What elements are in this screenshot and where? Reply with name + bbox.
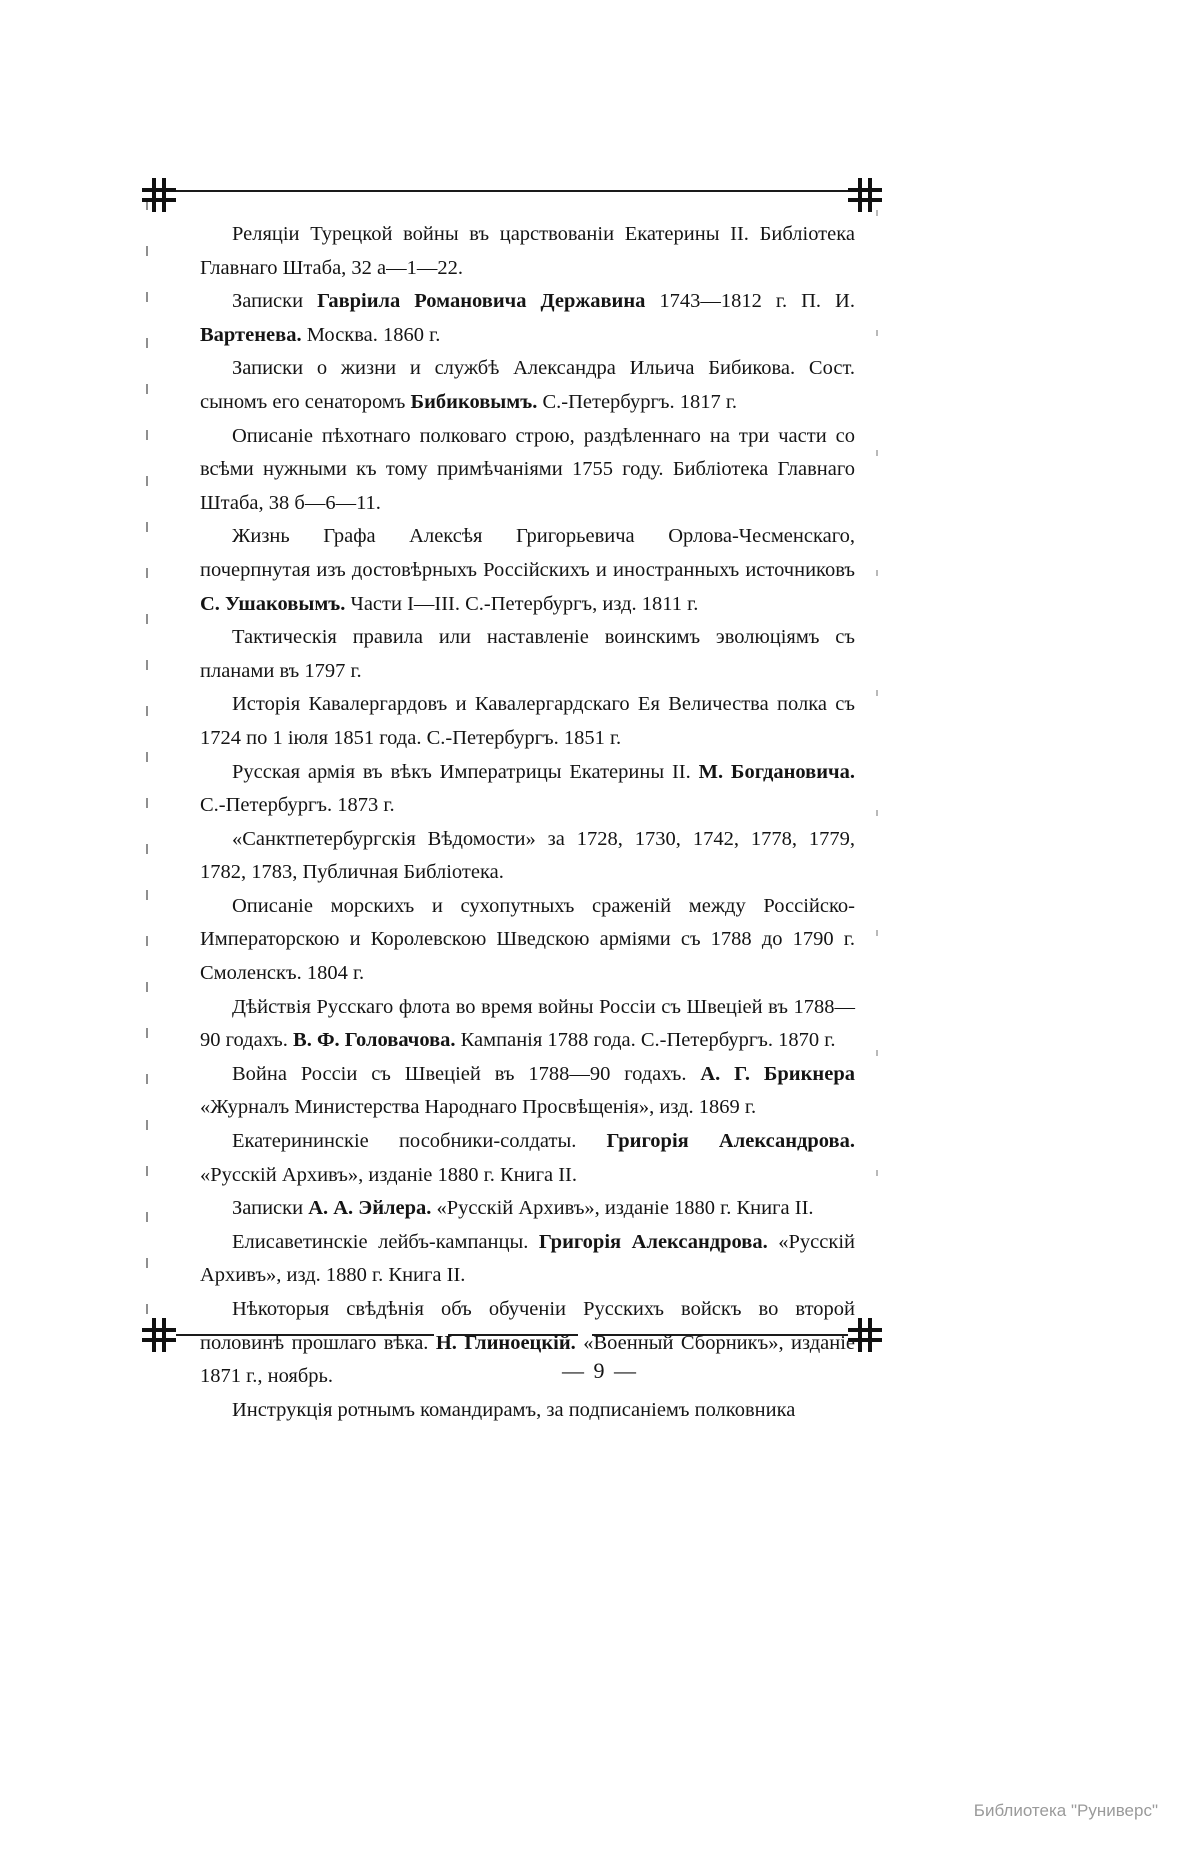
paragraph (200, 621, 855, 688)
ornament-corner-top-left-icon (142, 178, 176, 212)
text-run-bold: Григорія Александрова. (606, 1130, 855, 1153)
paragraph (200, 285, 855, 352)
paragraph (200, 1192, 855, 1226)
text-run: 1743—1812 г. П. И. (645, 290, 855, 313)
text-run-bold: Н. Глиноецкій. (435, 1331, 576, 1354)
text-run: «Русскій Архивъ», изд. 1880 г. Книга II. (200, 1230, 855, 1287)
text-run: «Русскій Архивъ», изданіе 1880 г. Книга II. (431, 1197, 814, 1220)
text-run: Реляціи Турецкой войны въ царствованіи Екатерины II. Библіотека Главнаго Штаба, 32 а—1—22. (200, 223, 855, 279)
text-run: Части I—III. С.-Петербургъ, изд. 1811 г. (345, 592, 699, 615)
library-watermark: Библиотека "Руниверс" (973, 1801, 1158, 1820)
text-run: Кампанія 1788 года. С.-Петербургъ. 1870 г. (455, 1029, 836, 1052)
ornament-corner-top-right-icon (848, 178, 882, 212)
text-run: Война Россіи съ Швеціей въ 1788—90 годахъ. (232, 1062, 701, 1085)
text-run-bold: В. Ф. Головачова. (293, 1029, 456, 1052)
text-run: Дѣйствія Русскаго флота во время войны Россіи съ Швеціей въ 1788—90 годахъ. (200, 995, 855, 1052)
paragraph (200, 890, 855, 991)
paragraph (200, 1226, 855, 1293)
frame-rule-top (176, 190, 848, 192)
text-run: Нѣкоторыя свѣдѣнія объ обученіи Русскихъ войскъ во второй половинѣ прошлаго вѣка. (200, 1298, 855, 1354)
text-run: «Санктпетербургскія Вѣдомости» за 1728, 1730, 1742, 1778, 1779, 1782, 1783, Публичная Библіотека. (200, 827, 855, 884)
text-run: Записки о жизни и службѣ Александра Ильича Бибикова. Сост. сыномъ его сенаторомъ (200, 357, 855, 413)
text-run: Елисаветинскіе лейбъ-кампанцы. (232, 1230, 539, 1253)
text-run-bold: Бибиковымъ. (410, 390, 538, 413)
text-run: Екатерининскіе пособники-солдаты. (232, 1130, 607, 1153)
text-run: Тактическія правила или наставленіе воинскимъ эволюціямъ съ планами въ 1797 г. (200, 626, 855, 682)
text-run: «Журналъ Министерства Народнаго Просвѣщенія», изд. 1869 г. (200, 1096, 757, 1119)
paragraph (200, 991, 855, 1058)
text-run-bold: С. Ушаковымъ. (200, 592, 346, 615)
frame-rule-left (146, 200, 148, 1320)
paragraph (200, 1058, 855, 1125)
text-run: Описаніе пѣхотнаго полковаго строю, раздѣленнаго на три части со всѣми нужными къ тому примѣчаніями 1755 году. Библіотека Главнаго Штаба, 38 б—6—11. (200, 424, 855, 514)
text-run: Инструкція ротнымъ командирамъ, за подписаніемъ полковника (232, 1398, 796, 1421)
paragraph (200, 218, 855, 285)
text-run-bold: А. Г. Брикнера (700, 1062, 855, 1085)
text-run: «Русскій Архивъ», изданіе 1880 г. Книга II. (200, 1163, 578, 1186)
paragraph (200, 1394, 855, 1428)
text-run-bold: Гавріила Романовича Державина (317, 290, 646, 313)
paragraph (200, 756, 855, 823)
frame-rule-right (876, 210, 878, 1210)
text-run: Исторія Кавалергардовъ и Кавалергардскаго Ея Величества полка съ 1724 по 1 іюля 1851 года. С.-Петербургъ. 1851 г. (200, 693, 855, 749)
paragraph (200, 1125, 855, 1192)
text-run-bold: Григорія Александрова. (538, 1230, 768, 1253)
text-run-bold: Вартенева. (200, 323, 302, 346)
paragraph (200, 352, 855, 419)
paragraph (200, 520, 855, 621)
text-run: Описаніе морскихъ и сухопутныхъ сраженій между Россійско-Императорскою и Королевскою Шведскою арміями съ 1788 до 1790 г. Смоленскъ. 1804 г. (200, 894, 855, 985)
text-run-bold: М. Богдановича. (698, 760, 855, 783)
page-number: — 9 — (562, 1358, 638, 1383)
paragraph (200, 420, 855, 521)
ornament-corner-bottom-left-icon (142, 1318, 176, 1352)
text-run: С.-Петербургъ. 1817 г. (537, 390, 738, 413)
paragraph (200, 823, 855, 890)
text-run: С.-Петербургъ. 1873 г. (200, 794, 395, 817)
page-body-text (200, 218, 855, 1427)
text-run: «Военный Сборникъ», изданіе 1871 г., ноябрь. (200, 1331, 855, 1388)
text-run: Записки (232, 290, 318, 313)
text-run-bold: А. А. Эйлера. (308, 1197, 432, 1220)
text-run: Жизнь Графа Алексѣя Григорьевича Орлова-Чесменскаго, почерпнутая изъ достовѣрныхъ Россійскихъ и иностранныхъ источниковъ (200, 525, 855, 581)
text-run: Записки (232, 1197, 309, 1220)
paragraph (200, 688, 855, 755)
text-run: Москва. 1860 г. (301, 323, 441, 346)
text-run: Русская армія въ вѣкъ Императрицы Екатерины II. (232, 760, 699, 783)
